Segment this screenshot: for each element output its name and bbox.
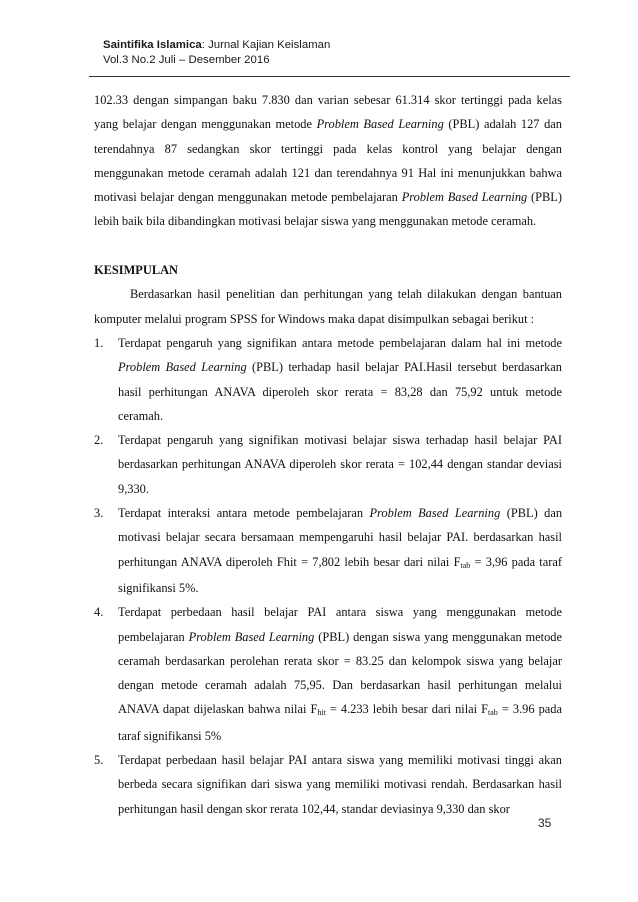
list-item xyxy=(94,501,562,600)
subscript: tab xyxy=(460,560,471,570)
spacer xyxy=(94,234,562,258)
list-item xyxy=(94,748,562,821)
text-run: Terdapat perbedaan hasil belajar PAI antara siswa yang menggunakan metode pembelajaran xyxy=(118,605,562,644)
subscript: hit xyxy=(317,708,326,718)
italic-term: Problem Based Learning xyxy=(188,629,315,644)
text-run: Terdapat interaksi antara metode pembelajaran xyxy=(118,506,370,521)
list-number: 1. xyxy=(94,335,104,350)
page-number: 35 xyxy=(538,816,552,830)
list-number: 4. xyxy=(94,605,104,620)
list-item xyxy=(94,428,562,501)
lead-paragraph: Berdasarkan hasil penelitian dan perhitungan yang telah dilakukan dengan bantuan komputer melalui program SPSS for Windows maka dapat disimpulkan sebagai berikut : xyxy=(94,287,562,326)
list-item xyxy=(94,600,562,748)
list-number: 2. xyxy=(94,433,104,448)
list-item xyxy=(94,331,562,428)
text-run: Terdapat pengaruh yang signifikan antara metode pembelajaran dalam hal ini metode xyxy=(118,335,562,350)
text-run: (PBL) dan motivasi belajar secara bersamaan mempengaruhi hasil belajar PAI. berdasarkan hasil perhitungan ANAVA diperoleh Fhit = 7,802 lebih besar dari nilai F xyxy=(118,506,563,569)
intro-paragraph xyxy=(94,88,562,234)
text-run: Terdapat pengaruh yang signifikan motivasi belajar siswa terhadap hasil belajar PAI berdasarkan perhitungan ANAVA diperoleh skor rerata = 102,44 dengan standar deviasi 9,330. xyxy=(118,433,562,496)
italic-term: Problem Based Learning xyxy=(401,190,528,205)
italic-term: Problem Based Learning xyxy=(118,360,247,375)
journal-subtitle: : Jurnal Kajian Keislaman xyxy=(201,39,331,51)
header-rule xyxy=(89,76,570,77)
text-run: (PBL) lebih baik bila dibandingkan motivasi belajar siswa yang menggunakan metode ceramah. xyxy=(94,190,562,229)
list-number: 3. xyxy=(94,506,104,521)
text-run: = 4.233 lebih besar dari nilai F xyxy=(325,702,489,717)
conclusion-list xyxy=(94,331,562,821)
italic-term: Problem Based Learning xyxy=(316,117,444,132)
journal-volume: Vol.3 No.2 Juli – Desember 2016 xyxy=(103,54,270,66)
text-run: (PBL) terhadap hasil belajar PAI.Hasil tersebut berdasarkan hasil perhitungan ANAVA diperoleh skor rerata = 83,28 dan 75,92 untuk metode ceramah. xyxy=(118,360,563,423)
text-run: Terdapat perbedaan hasil belajar PAI antara siswa yang memiliki motivasi tinggi akan berbeda secara signifikan dari siswa yang memiliki motivasi rendah. Berdasarkan hasil perhitungan hasil dengan skor rerata 102,44, standar deviasinya 9,330 dan skor xyxy=(118,753,562,816)
subscript: tab xyxy=(488,708,498,718)
page-body xyxy=(94,88,562,821)
running-header xyxy=(103,38,330,68)
italic-term: Problem Based Learning xyxy=(369,506,501,521)
journal-title-line xyxy=(103,38,330,53)
journal-name: Saintifika Islamica xyxy=(103,39,202,51)
text-run: = 3.96 pada taraf signifikansi 5% xyxy=(118,702,562,743)
text-run: 102.33 dengan simpangan baku 7.830 dan varian sebesar 61.314 skor tertinggi pada kelas yang belajar dengan menggunakan metode xyxy=(94,93,562,132)
text-run: (PBL) adalah 127 dan terendahnya 87 sedangkan skor tertinggi pada kelas kontrol yang belajar dengan menggunakan metode ceramah adalah 121 dan terendahnya 91 Hal ini menunjukkan bahwa motivasi belajar dengan menggunakan metode pembelajaran xyxy=(94,117,562,205)
list-number: 5. xyxy=(94,753,104,768)
section-heading: KESIMPULAN xyxy=(94,263,178,278)
text-run: (PBL) dengan siswa yang menggunakan metode ceramah berdasarkan perolehan rerata skor = 83.25 dan kelompok siswa yang belajar dengan metode ceramah adalah 75,95. Dan berdasarkan hasil perhitungan melalui ANAVA dapat dijelaskan bahwa nilai F xyxy=(118,629,562,717)
text-run: = 3,96 pada taraf signifikansi 5%. xyxy=(118,554,562,595)
